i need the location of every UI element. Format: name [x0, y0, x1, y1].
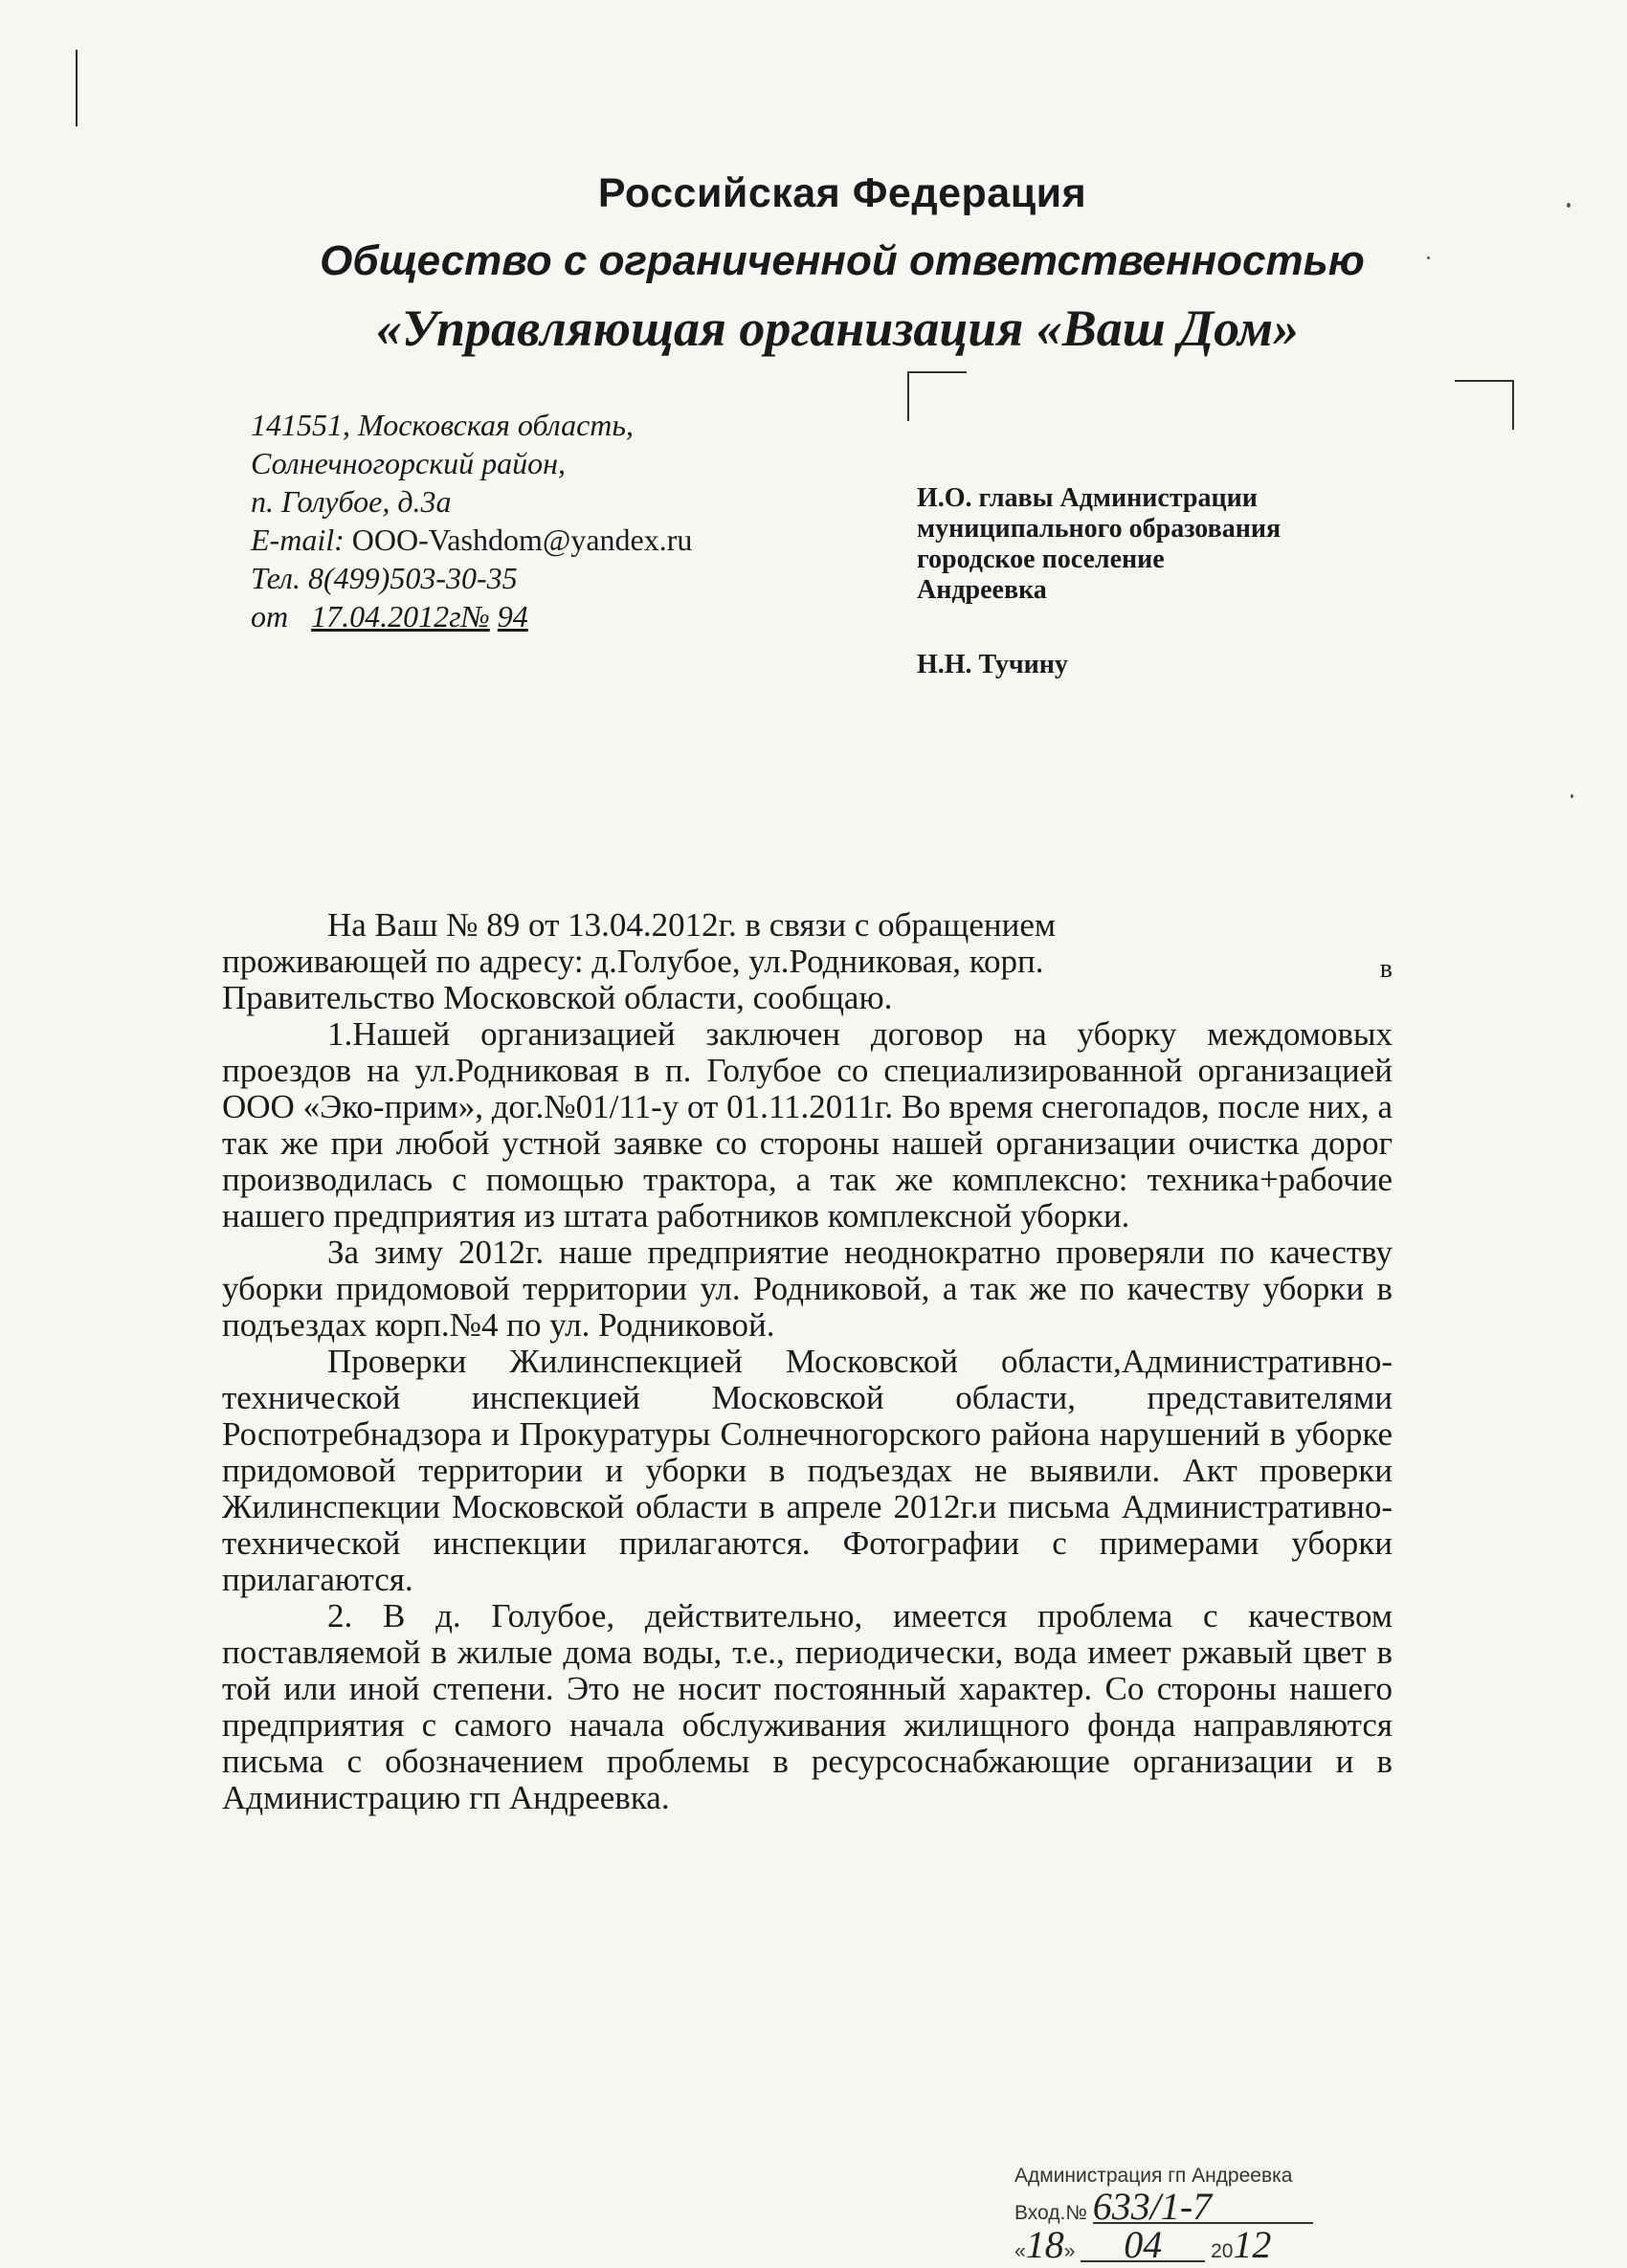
scan-margin-mark	[76, 50, 78, 126]
body-paragraph: 1.Нашей организацией заключен договор на уборку междомовых проездов на ул.Родниковая в п. Голубое со специализированной организацией ООО «Эко-прим», дог.№01/11-у от 01.11.2011г. Во время снегопадов, после них, а так же при любой устной заявке со стороны нашей организации очистка дорог производилась с помощью трактора, а так же комплексно: техника+рабочие нашего предприятия из штата работников комплексной уборки.	[222, 1015, 1393, 1234]
body-line-end: в	[1379, 954, 1393, 984]
body-paragraph	[222, 943, 1393, 984]
reference-number: 94	[497, 599, 528, 634]
body-line: проживающей по адресу: д.Голубое, ул.Родниковая, корп.	[222, 943, 1044, 980]
stamp-year-suffix: 12	[1233, 2223, 1272, 2266]
body-paragraph: 2. В д. Голубое, действительно, имеется проблема с качеством поставляемой в жилые дома воды, т.е., периодически, вода имеет ржавый цвет в той или иной степени. Это не носит постоянный характер. Со стороны нашего предприятия с самого начала обслуживания жилищного фонда направляются письма с обозначением проблемы в ресурсоснабжающие организации и в Администрацию гп Андреевка.	[222, 1597, 1393, 1816]
recipient-title-line: И.О. главы Администрации	[917, 483, 1258, 513]
reference-prefix: от	[251, 599, 289, 634]
recipient-block	[917, 483, 1453, 680]
sender-address-line: 141551, Московская область,	[251, 408, 634, 442]
recipient-name: Н.Н. Тучину	[917, 650, 1068, 679]
scan-speck	[1571, 794, 1573, 798]
sender-block	[251, 406, 844, 635]
body-paragraph: Проверки Жилинспекцией Московской области,Административно-технической инспекцией Московской области, представителями Роспотребнадзора и Прокуратуры Солнечногорского района нарушений в уборке придомовой территории и уборки в подъездах не выявили. Акт проверки Жилинспекции Московской области в апреле 2012г.и письма Административно-технической инспекции прилагаются. Фотографии с примерами уборки прилагаются.	[222, 1343, 1393, 1598]
stamp-day-close: »	[1063, 2240, 1076, 2262]
sender-address-line: Солнечногорский район,	[251, 446, 567, 480]
letter-body	[222, 907, 1393, 1816]
sender-reference	[251, 597, 844, 635]
scan-speck	[1567, 203, 1571, 208]
recipient-title-line: муниципального образования	[917, 514, 1282, 544]
body-paragraph: На Ваш № 89 от 13.04.2012г. в связи с обращением	[327, 906, 1057, 944]
recipient-title-line: Андреевка	[917, 575, 1047, 605]
sender-address-line: п. Голубое, д.3а	[251, 484, 452, 519]
address-corner-right	[1455, 380, 1514, 430]
email-label: E-mail:	[251, 523, 345, 557]
scan-speck	[1427, 256, 1430, 259]
stamp-incoming-label: Вход.№	[1014, 2202, 1087, 2224]
stamp-month: 04	[1081, 2230, 1205, 2262]
body-paragraph: Правительство Московской области, сообщаю.	[222, 979, 893, 1016]
stamp-day-open: «	[1014, 2240, 1026, 2262]
reference-number-label: №	[460, 599, 490, 634]
header-country: Российская Федерация	[597, 170, 1087, 216]
email-value: OOO-Vashdom@yandex.ru	[351, 523, 693, 557]
stamp-year-prefix: 20	[1211, 2240, 1234, 2262]
body-paragraph: За зиму 2012г. наше предприятие неоднократно проверяли по качеству уборки придомовой территории ул. Родниковой, а так же по качеству уборки в подъездах корп.№4 по ул. Родниковой.	[222, 1234, 1393, 1344]
recipient-title-line: городское поселение	[917, 545, 1165, 574]
header-org-name: «Управляющая организация «Ваш Дом»	[375, 300, 1300, 357]
header-org-type: Общество с ограниченной ответственностью	[320, 237, 1365, 284]
sender-email	[251, 521, 844, 559]
stamp-day: 18	[1025, 2223, 1064, 2266]
sender-phone: Тел. 8(499)503-30-35	[251, 561, 518, 595]
stamp-org: Администрация гп Андреевка	[1014, 2165, 1293, 2187]
registration-stamp	[1014, 2161, 1340, 2268]
reference-date: 17.04.2012г	[311, 599, 461, 634]
stamp-date-row	[1014, 2223, 1340, 2268]
address-corner-left	[907, 371, 967, 421]
stamp-incoming-number: 633/1-7	[1093, 2191, 1313, 2224]
